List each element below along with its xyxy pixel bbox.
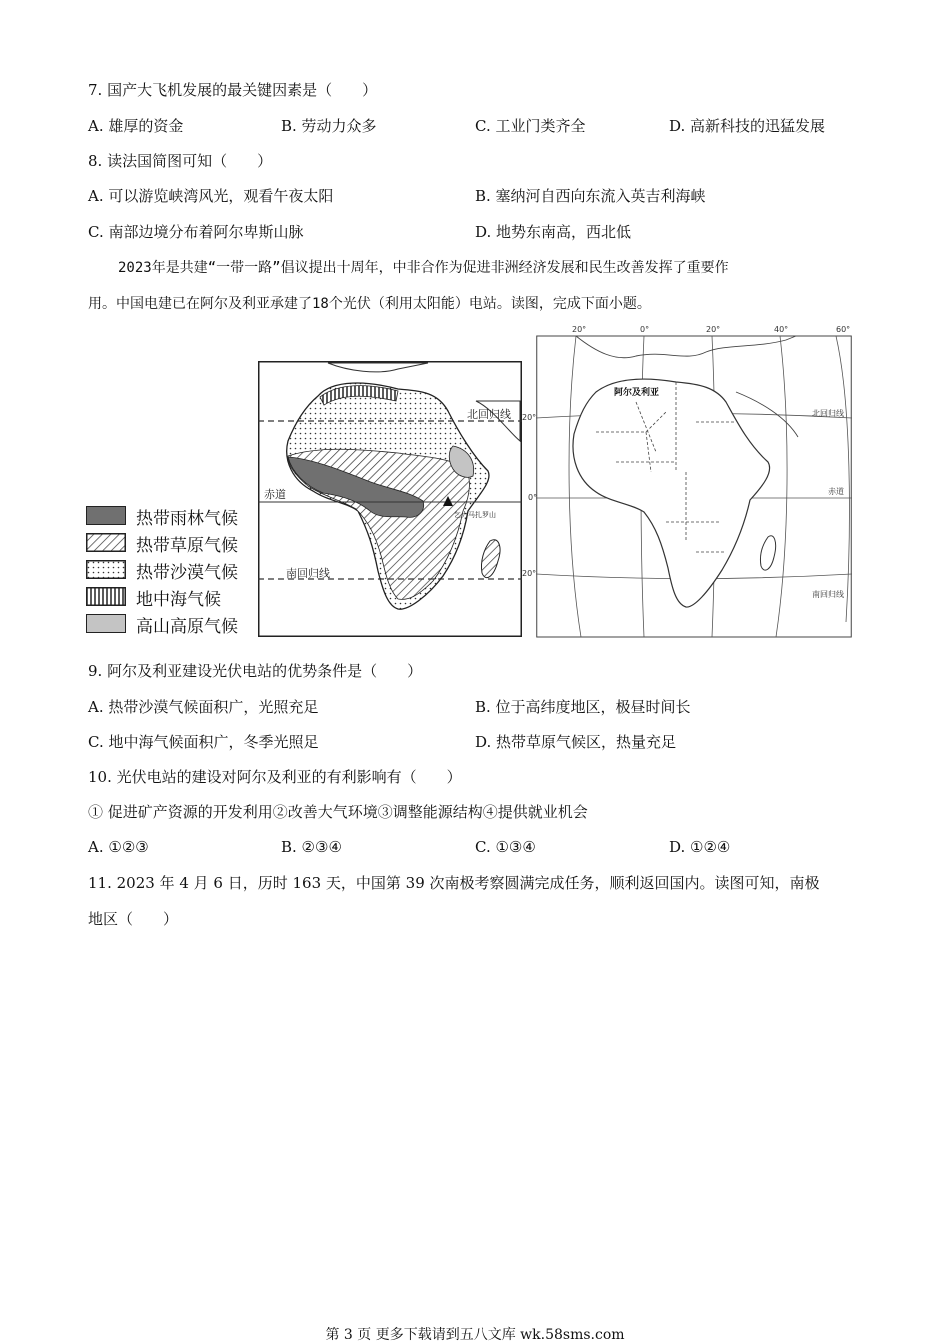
lat-label-3: 20° bbox=[522, 569, 537, 578]
legend-swatch-mediterranean bbox=[86, 587, 126, 606]
legend-swatch-rainforest bbox=[86, 506, 126, 525]
africa-outline-map bbox=[522, 322, 852, 638]
legend-label-highland: 高山高原气候 bbox=[136, 617, 238, 637]
q7-option-d: D. 高新科技的迅猛发展 bbox=[669, 117, 826, 135]
q8-stem: 8. 读法国简图可知（ ） bbox=[88, 152, 273, 170]
q10-option-a: A. ①②③ bbox=[88, 838, 149, 856]
lon-label-1: 20° bbox=[572, 325, 587, 334]
q10-stem: 10. 光伏电站的建设对阿尔及利亚的有利影响有（ ） bbox=[88, 768, 462, 786]
label-algeria: 阿尔及利亚 bbox=[614, 388, 660, 398]
passage-line-1: 2023年是共建“一带一路”倡议提出十周年，中非合作为促进非洲经济发展和民生改善发挥了重要作 bbox=[118, 260, 729, 276]
q7-stem: 7. 国产大飞机发展的最关键因素是（ ） bbox=[88, 81, 378, 99]
legend-label-rainforest: 热带雨林气候 bbox=[136, 509, 238, 529]
outline-label-tropic-capricorn: 南回归线 bbox=[812, 590, 844, 599]
q8-option-b: B. 塞纳河自西向东流入英吉利海峡 bbox=[475, 187, 706, 205]
q7-option-b: B. 劳动力众多 bbox=[281, 117, 377, 135]
lat-label-2: 0° bbox=[528, 493, 538, 502]
q9-option-c: C. 地中海气候面积广，冬季光照足 bbox=[88, 733, 319, 751]
outline-label-tropic-cancer: 北回归线 bbox=[812, 409, 844, 418]
q10-option-b: B. ②③④ bbox=[281, 838, 342, 856]
q10-option-c: C. ①③④ bbox=[475, 838, 536, 856]
legend-label-savanna: 热带草原气候 bbox=[136, 536, 238, 556]
q9-option-d: D. 热带草原气候区，热量充足 bbox=[475, 733, 677, 751]
africa-climate-map bbox=[258, 361, 522, 637]
lon-label-5: 60° bbox=[836, 325, 851, 334]
q8-option-c: C. 南部边境分布着阿尔卑斯山脉 bbox=[88, 223, 304, 241]
q11-stem-line-1: 11. 2023 年 4 月 6 日，历时 163 天，中国第 39 次南极考察圆满完成任务，顺利返回国内。读图可知，南极 bbox=[88, 874, 820, 892]
legend-label-desert: 热带沙漠气候 bbox=[136, 563, 238, 583]
q7-option-c: C. 工业门类齐全 bbox=[475, 117, 586, 135]
label-tropic-cancer: 北回归线 bbox=[467, 408, 511, 421]
q10-statements: ① 促进矿产资源的开发利用②改善大气环境③调整能源结构④提供就业机会 bbox=[88, 803, 588, 821]
q9-option-a: A. 热带沙漠气候面积广，光照充足 bbox=[88, 698, 319, 716]
label-equator: 赤道 bbox=[264, 488, 286, 501]
legend-swatch-desert bbox=[86, 560, 126, 579]
legend-swatch-highland bbox=[86, 614, 126, 633]
q7-option-a: A. 雄厚的资金 bbox=[88, 117, 184, 135]
q8-option-a: A. 可以游览峡湾风光，观看午夜太阳 bbox=[88, 187, 334, 205]
lon-label-4: 40° bbox=[774, 325, 789, 334]
q9-option-b: B. 位于高纬度地区，极昼时间长 bbox=[475, 698, 691, 716]
q9-stem: 9. 阿尔及利亚建设光伏电站的优势条件是（ ） bbox=[88, 662, 423, 680]
q11-stem-line-2: 地区（ ） bbox=[88, 910, 179, 928]
lon-label-2: 0° bbox=[640, 325, 650, 334]
lon-label-3: 20° bbox=[706, 325, 721, 334]
passage-line-2: 用。中国电建已在阿尔及利亚承建了18个光伏（利用太阳能）电站。读图，完成下面小题。 bbox=[88, 296, 651, 312]
page-footer: 第 3 页 更多下载请到五八文库 wk.58sms.com bbox=[325, 1327, 625, 1343]
q8-option-d: D. 地势东南高，西北低 bbox=[475, 223, 632, 241]
q10-option-d: D. ①②④ bbox=[669, 838, 731, 856]
label-kilimanjaro: 乞力马扎罗山 bbox=[454, 511, 496, 519]
legend-swatch-savanna bbox=[86, 533, 126, 552]
label-tropic-capricorn: 南回归线 bbox=[286, 567, 330, 580]
outline-label-equator: 赤道 bbox=[828, 487, 844, 496]
legend-label-mediterranean: 地中海气候 bbox=[136, 590, 221, 610]
lat-label-1: 20° bbox=[522, 413, 537, 422]
